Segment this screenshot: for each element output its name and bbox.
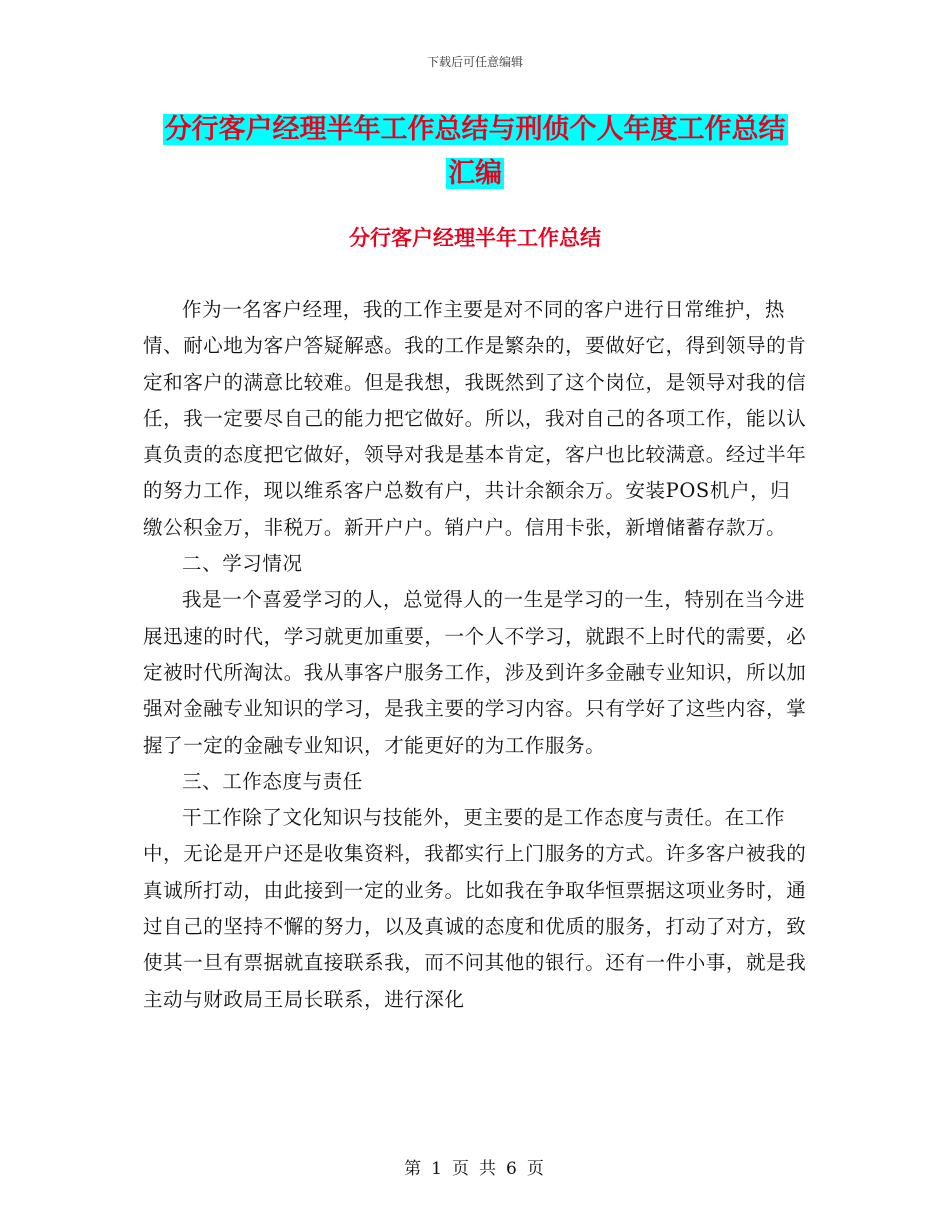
document-body xyxy=(143,292,808,1018)
body-paragraph: 作为一名客户经理，我的工作主要是对不同的客户进行日常维护，热情、耐心地为客户答疑解惑。我的工作是繁杂的，要做好它，得到领导的肯定和客户的满意比较难。但是我想，我既然到了这个岗位，是领导对我的信任，我一定要尽自己的能力把它做好。所以，我对自己的各项工作，能以认真负责的态度把它做好，领导对我是基本肯定，客户也比较满意。经过半年的努力工作，现以维系客户总数有户，共计余额余万。安装POS机户，归缴公积金万，非税万。新开户户。销户户。信用卡张，新增储蓄存款万。 xyxy=(143,298,807,539)
footer-total-word: 共 xyxy=(479,1159,498,1179)
body-paragraph: 干工作除了文化知识与技能外，更主要的是工作态度与责任。在工作中，无论是开户还是收集资料，我都实行上门服务的方式。许多客户被我的真诚所打动，由此接到一定的业务。比如我在争取华恒票据这项业务时，通过自己的坚持不懈的努力，以及真诚的态度和优质的服务，打动了对方，致使其一旦有票据就直接联系我，而不问其他的银行。还有一件小事，就是我主动与财政局王局长联系，进行深化 xyxy=(143,806,807,1011)
section-title: 分行客户经理半年工作总结 xyxy=(349,226,601,250)
footer-suffix: 页 xyxy=(526,1159,546,1179)
body-heading-attitude: 三、工作态度与责任 xyxy=(182,769,363,793)
footer-total-pages: 6 xyxy=(506,1159,519,1179)
page-header-note: 下载后可任意编辑 xyxy=(426,55,523,69)
page-footer xyxy=(0,1154,950,1179)
document-title xyxy=(150,108,800,196)
document-title-line-2: 汇编 xyxy=(448,158,502,189)
document-title-line-1: 分行客户经理半年工作总结与刑侦个人年度工作总结 xyxy=(164,114,786,145)
body-paragraph: 我是一个喜爱学习的人，总觉得人的一生是学习的一生，特别在当今进展迅速的时代，学习就更加重要，一个人不学习，就跟不上时代的需要，必定被时代所淘汰。我从事客户服务工作，涉及到许多金融专业知识，所以加强对金融专业知识的学习，是我主要的学习内容。只有学好了这些内容，掌握了一定的金融专业知识，才能更好的为工作服务。 xyxy=(143,588,807,757)
footer-page-word: 页 xyxy=(452,1159,471,1179)
body-heading-study: 二、学习情况 xyxy=(182,552,303,576)
footer-prefix: 第 xyxy=(404,1159,424,1179)
footer-current-page: 1 xyxy=(431,1159,444,1179)
